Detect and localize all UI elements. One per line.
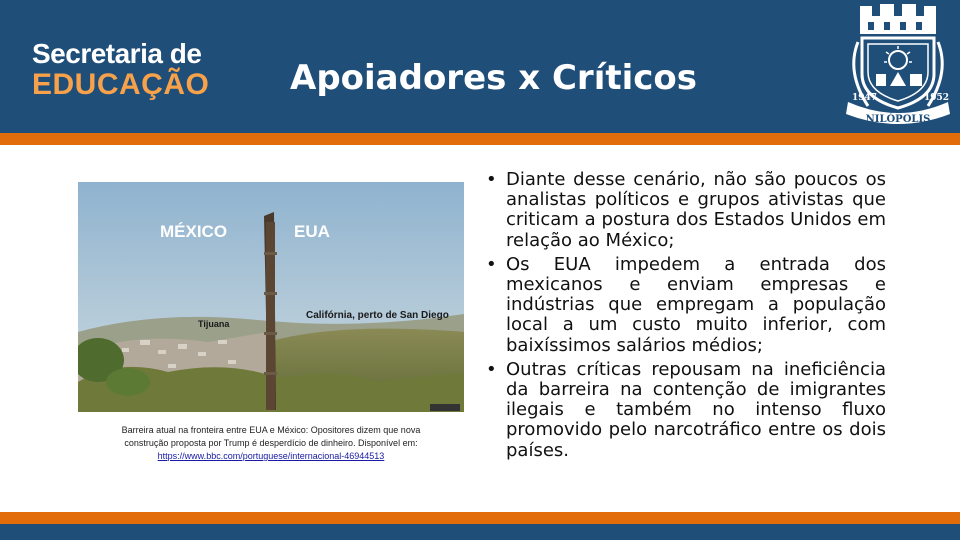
bullet-item: • Diante desse cenário, não são poucos os analistas políticos e grupos ativistas que criticam a postura dos Estados Unidos em relação ao México; <box>506 170 886 251</box>
bullet-list <box>506 170 886 465</box>
bullet-item: • Os EUA impedem a entrada dos mexicanos e enviam empresas e indústrias que empregam a população local a um custo muito inferior, com baixíssimos salários médios; <box>506 255 886 356</box>
photo-label-california: Califórnia, perto de San Diego <box>306 310 449 321</box>
photo-label-tijuana: Tijuana <box>198 319 230 329</box>
caption-source-link[interactable]: https://www.bbc.com/portuguese/internacional-46944513 <box>157 451 385 461</box>
footer-bar <box>0 524 960 540</box>
header-accent-line <box>0 133 960 145</box>
crest-year-right: 1952 <box>924 93 950 103</box>
photo-label-eua: EUA <box>294 222 330 241</box>
border-landscape-image <box>78 182 464 412</box>
city-crest-icon <box>838 2 958 130</box>
photo-label-mexico: MÉXICO <box>160 222 228 241</box>
bullet-item: • Outras críticas repousam na ineficiência da barreira na contenção de imigrantes ilegais e também no intenso fluxo promovido pelo narcotráfico entre os dois países. <box>506 360 886 461</box>
crest-year-left: 1947 <box>852 93 878 103</box>
photo-caption <box>78 424 464 463</box>
brand-line-2: EDUCAÇÃO <box>32 68 210 101</box>
caption-line-1: Barreira atual na fronteira entre EUA e México: Opositores dizem que nova <box>121 425 421 435</box>
caption-line-2: construção proposta por Trump é desperdício de dinheiro. Disponível em: <box>124 438 418 448</box>
border-photo <box>78 182 464 412</box>
brand-line-1: Secretaria de <box>32 38 202 69</box>
crest-city-name: NILÓPOLIS <box>865 114 931 125</box>
slide-title: Apoiadores x Críticos <box>290 58 698 98</box>
footer-accent-line <box>0 512 960 524</box>
brand-logo <box>32 40 209 100</box>
